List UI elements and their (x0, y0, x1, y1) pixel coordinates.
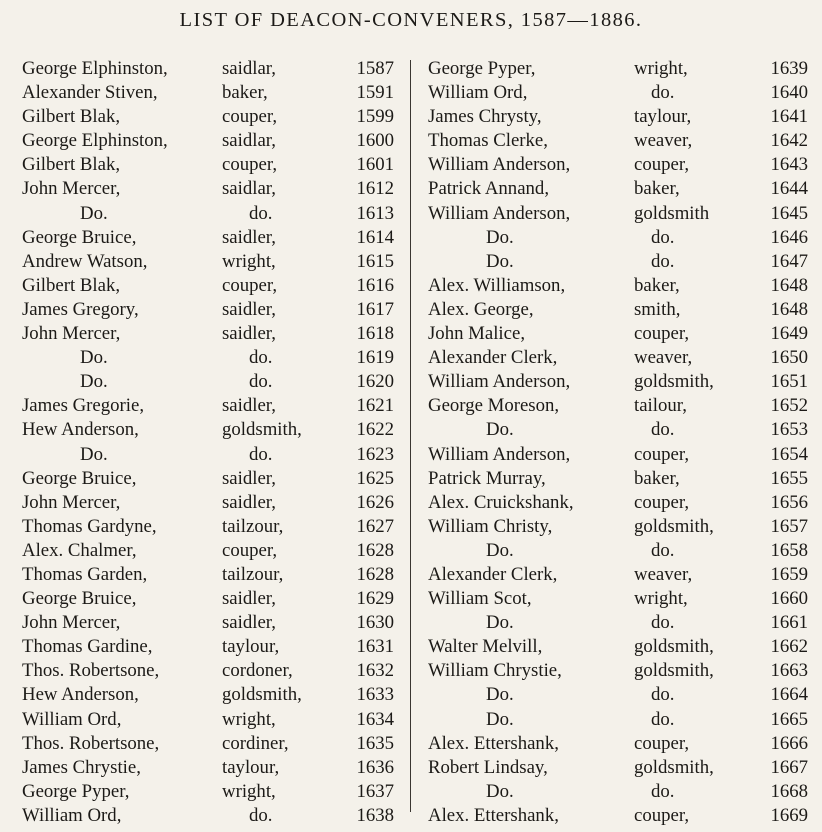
entry-year: 1646 (770, 226, 808, 248)
entry-trade: saidler, (222, 323, 277, 345)
entry-year: 1660 (770, 588, 808, 610)
entry-trade: weaver, (634, 130, 693, 152)
entry-year: 1614 (356, 226, 394, 248)
entry-trade: weaver, (634, 347, 693, 369)
entry-trade: do. (249, 202, 273, 224)
entry-year: 1636 (356, 756, 394, 778)
entry-year: 1640 (770, 82, 808, 104)
entry-name: William Anderson, (428, 443, 571, 465)
right-column (428, 57, 808, 828)
entry-trade: taylour, (222, 756, 280, 778)
entry-name: Do. (486, 612, 514, 634)
entry-year: 1638 (356, 804, 394, 826)
entry-year: 1662 (770, 636, 808, 658)
entry-trade: wright, (634, 58, 688, 79)
list-entry (428, 202, 808, 226)
entry-trade: cordiner, (222, 732, 289, 754)
entry-trade: goldsmith, (634, 636, 714, 658)
entry-trade: goldsmith, (634, 660, 714, 682)
entry-trade: couper, (222, 106, 278, 128)
entry-name: Alex. Williamson, (428, 274, 566, 296)
entry-name: Do. (486, 684, 514, 706)
entry-name: William Scot, (428, 588, 532, 610)
entry-year: 1666 (770, 732, 808, 754)
entry-trade: do. (249, 443, 273, 465)
entry-name: Do. (80, 202, 108, 224)
entry-name: Alexander Clerk, (428, 347, 558, 369)
entry-name: Alex. Ettershank, (428, 804, 559, 826)
list-entry (22, 563, 394, 587)
entry-name: Patrick Annand, (428, 178, 550, 200)
entry-trade: taylour, (634, 106, 692, 128)
entry-trade: do. (651, 539, 675, 561)
entry-year: 1658 (770, 539, 808, 561)
entry-name: Walter Melvill, (428, 636, 543, 658)
entry-trade: saidler, (222, 491, 277, 513)
entry-name: Thos. Robertsone, (22, 660, 160, 682)
list-entry (428, 467, 808, 491)
list-entry (22, 274, 394, 298)
list-entry (428, 491, 808, 515)
entry-year: 1657 (770, 515, 808, 537)
entry-name: Do. (80, 443, 108, 465)
list-entry (22, 539, 394, 563)
entry-year: 1635 (356, 732, 394, 754)
entry-year: 1648 (770, 298, 808, 320)
entry-name: John Mercer, (22, 323, 121, 345)
list-entry (22, 394, 394, 418)
list-entry (428, 322, 808, 346)
list-entry (428, 732, 808, 756)
entry-trade: tailzour, (222, 515, 284, 537)
list-entry (428, 756, 808, 780)
entry-trade: couper, (634, 804, 690, 826)
entry-year: 1650 (770, 347, 808, 369)
list-entry (22, 635, 394, 659)
entry-year: 1629 (356, 588, 394, 610)
entry-year: 1622 (356, 419, 394, 441)
entry-trade: goldsmith, (634, 515, 714, 537)
entry-name: George Bruice, (22, 467, 137, 489)
entry-name: Do. (80, 347, 108, 369)
entry-name: Alex. Ettershank, (428, 732, 559, 754)
entry-name: William Christy, (428, 515, 553, 537)
entry-trade: do. (249, 804, 273, 826)
entry-trade: do. (651, 780, 675, 802)
entry-name: Thos. Robertsone, (22, 732, 160, 754)
list-entry (22, 81, 394, 105)
list-entry (428, 298, 808, 322)
entry-name: James Gregory, (22, 298, 139, 320)
entry-trade: wright, (222, 780, 276, 802)
entry-trade: goldsmith, (634, 371, 714, 393)
entry-name: William Ord, (428, 82, 528, 104)
entry-trade: baker, (634, 467, 680, 489)
entry-year: 1616 (356, 274, 394, 296)
entry-year: 1615 (356, 250, 394, 272)
entry-year: 1665 (770, 708, 808, 730)
entry-trade: couper, (634, 491, 690, 513)
entry-year: 1618 (356, 323, 394, 345)
entry-trade: saidler, (222, 298, 277, 320)
entry-year: 1613 (356, 202, 394, 224)
list-entry (428, 418, 808, 442)
list-entry (428, 539, 808, 563)
entry-trade: couper, (222, 539, 278, 561)
entry-trade: tailzour, (222, 563, 284, 585)
list-entry (22, 732, 394, 756)
list-entry (22, 226, 394, 250)
list-entry (428, 274, 808, 298)
list-entry (22, 804, 394, 828)
list-entry (22, 780, 394, 804)
list-entry (22, 491, 394, 515)
entry-name: John Malice, (428, 323, 526, 345)
column-divider (410, 60, 411, 812)
entry-year: 1630 (356, 612, 394, 634)
entry-year: 1668 (770, 780, 808, 802)
entry-name: Do. (80, 371, 108, 393)
entry-year: 1619 (356, 347, 394, 369)
entry-name: William Ord, (22, 708, 122, 730)
entry-name: Gilbert Blak, (22, 274, 121, 296)
entry-year: 1655 (770, 467, 808, 489)
entry-name: Hew Anderson, (22, 419, 139, 441)
entry-year: 1625 (356, 467, 394, 489)
entry-trade: baker, (634, 274, 680, 296)
list-entry (428, 804, 808, 828)
entry-year: 1653 (770, 419, 808, 441)
entry-year: 1663 (770, 660, 808, 682)
entry-year: 1633 (356, 684, 394, 706)
list-entry (22, 418, 394, 442)
list-entry (22, 322, 394, 346)
list-entry (22, 177, 394, 201)
entry-name: Do. (486, 250, 514, 272)
entry-name: Do. (486, 419, 514, 441)
entry-year: 1637 (356, 780, 394, 802)
entry-name: James Chrystie, (22, 756, 141, 778)
entry-trade: do. (249, 347, 273, 369)
entry-year: 1628 (356, 539, 394, 561)
entry-year: 1652 (770, 395, 808, 417)
entry-name: Alexander Clerk, (428, 563, 558, 585)
entry-year: 1621 (356, 395, 394, 417)
entry-year: 1647 (770, 250, 808, 272)
list-entry (428, 81, 808, 105)
entry-name: John Mercer, (22, 612, 121, 634)
entry-year: 1617 (356, 298, 394, 320)
entry-trade: goldsmith, (634, 756, 714, 778)
entry-year: 1648 (770, 274, 808, 296)
entry-name: Do. (486, 708, 514, 730)
entry-trade: baker, (222, 82, 268, 104)
entry-name: Gilbert Blak, (22, 106, 121, 128)
list-entry (22, 683, 394, 707)
list-entry (428, 443, 808, 467)
entry-name: John Mercer, (22, 491, 121, 513)
list-entry (428, 515, 808, 539)
entry-trade: wright, (634, 588, 688, 610)
entry-year: 1591 (356, 82, 394, 104)
entry-year: 1623 (356, 443, 394, 465)
entry-trade: saidlar, (222, 130, 277, 152)
entry-name: Do. (486, 780, 514, 802)
entry-year: 1639 (770, 58, 808, 79)
entry-trade: goldsmith, (222, 419, 302, 441)
list-entry (428, 346, 808, 370)
entry-year: 1642 (770, 130, 808, 152)
list-entry (22, 202, 394, 226)
list-entry (428, 563, 808, 587)
entry-trade: couper, (634, 732, 690, 754)
entry-year: 1664 (770, 684, 808, 706)
list-entry (428, 57, 808, 81)
entry-trade: couper, (634, 443, 690, 465)
entry-trade: wright, (222, 708, 276, 730)
entry-trade: do. (249, 371, 273, 393)
entry-year: 1634 (356, 708, 394, 730)
list-entry (22, 346, 394, 370)
entry-year: 1626 (356, 491, 394, 513)
entry-year: 1600 (356, 130, 394, 152)
list-entry (22, 611, 394, 635)
list-entry (22, 587, 394, 611)
entry-trade: wright, (222, 250, 276, 272)
entry-trade: couper, (222, 154, 278, 176)
entry-trade: goldsmith, (222, 684, 302, 706)
entry-trade: saidlar, (222, 58, 277, 79)
entry-name: James Chrysty, (428, 106, 542, 128)
entry-year: 1645 (770, 202, 808, 224)
list-entry (428, 250, 808, 274)
list-entry (428, 611, 808, 635)
list-entry (22, 129, 394, 153)
entry-name: Gilbert Blak, (22, 154, 121, 176)
entry-year: 1669 (770, 804, 808, 826)
list-entry (428, 587, 808, 611)
entry-name: George Pyper, (428, 58, 536, 79)
entry-trade: saidlar, (222, 178, 277, 200)
list-entry (428, 226, 808, 250)
entry-year: 1659 (770, 563, 808, 585)
entry-trade: baker, (634, 178, 680, 200)
entry-trade: smith, (634, 298, 681, 320)
entry-name: Alex. George, (428, 298, 534, 320)
list-entry (428, 635, 808, 659)
entry-trade: couper, (222, 274, 278, 296)
list-entry (22, 515, 394, 539)
entry-year: 1667 (770, 756, 808, 778)
entry-trade: couper, (634, 154, 690, 176)
entry-name: Thomas Gardine, (22, 636, 153, 658)
entry-name: James Gregorie, (22, 395, 145, 417)
entry-year: 1641 (770, 106, 808, 128)
entry-name: George Moreson, (428, 395, 560, 417)
entry-name: Alex. Cruickshank, (428, 491, 574, 513)
entry-year: 1643 (770, 154, 808, 176)
entry-trade: cordoner, (222, 660, 293, 682)
entry-trade: do. (651, 226, 675, 248)
page-title: LIST OF DEACON-CONVENERS, 1587—1886. (179, 9, 643, 31)
entry-trade: saidler, (222, 588, 277, 610)
list-entry (428, 780, 808, 804)
list-entry (428, 708, 808, 732)
entry-name: Do. (486, 539, 514, 561)
entry-year: 1587 (356, 58, 394, 79)
list-entry (22, 756, 394, 780)
entry-trade: do. (651, 612, 675, 634)
entry-year: 1644 (770, 178, 808, 200)
entry-year: 1661 (770, 612, 808, 634)
entry-trade: saidler, (222, 395, 277, 417)
entry-year: 1628 (356, 563, 394, 585)
entry-year: 1599 (356, 106, 394, 128)
entry-year: 1631 (356, 636, 394, 658)
entry-name: Robert Lindsay, (428, 756, 548, 778)
list-entry (22, 105, 394, 129)
entry-name: Alexander Stiven, (22, 82, 158, 104)
list-entry (22, 250, 394, 274)
list-entry (22, 443, 394, 467)
entry-name: Alex. Chalmer, (22, 539, 137, 561)
entry-name: Hew Anderson, (22, 684, 139, 706)
entry-name: Thomas Gardyne, (22, 515, 157, 537)
entry-year: 1632 (356, 660, 394, 682)
entry-year: 1654 (770, 443, 808, 465)
entry-year: 1627 (356, 515, 394, 537)
entry-trade: do. (651, 82, 675, 104)
entry-name: William Ord, (22, 804, 122, 826)
entry-name: John Mercer, (22, 178, 121, 200)
entry-year: 1649 (770, 323, 808, 345)
entry-trade: do. (651, 250, 675, 272)
list-entry (22, 57, 394, 81)
entry-trade: saidler, (222, 612, 277, 634)
entry-name: George Bruice, (22, 226, 137, 248)
entry-name: Andrew Watson, (22, 250, 148, 272)
entry-year: 1620 (356, 371, 394, 393)
entry-name: William Anderson, (428, 154, 571, 176)
entry-trade: do. (651, 419, 675, 441)
entry-trade: saidler, (222, 226, 277, 248)
list-entry (428, 394, 808, 418)
entry-trade: couper, (634, 323, 690, 345)
entry-trade: saidler, (222, 467, 277, 489)
entry-name: Do. (486, 226, 514, 248)
entry-trade: do. (651, 708, 675, 730)
entry-year: 1612 (356, 178, 394, 200)
entry-name: George Pyper, (22, 780, 130, 802)
list-entry (428, 129, 808, 153)
entry-name: William Chrystie, (428, 660, 562, 682)
list-entry (428, 683, 808, 707)
list-entry (428, 659, 808, 683)
entry-name: Thomas Garden, (22, 563, 148, 585)
entry-trade: goldsmith (634, 202, 710, 224)
entry-trade: tailour, (634, 395, 687, 417)
entry-name: Patrick Murray, (428, 467, 546, 489)
list-entry (428, 370, 808, 394)
entry-name: Thomas Clerke, (428, 130, 548, 152)
entry-name: William Anderson, (428, 202, 571, 224)
entry-year: 1656 (770, 491, 808, 513)
list-entry (22, 467, 394, 491)
entry-trade: weaver, (634, 563, 693, 585)
list-entry (22, 153, 394, 177)
list-entry (428, 177, 808, 201)
left-column (22, 57, 394, 828)
entry-trade: do. (651, 684, 675, 706)
entry-year: 1601 (356, 154, 394, 176)
entry-name: George Elphinston, (22, 58, 168, 79)
list-entry (22, 708, 394, 732)
list-entry (428, 153, 808, 177)
entry-trade: taylour, (222, 636, 280, 658)
list-entry (22, 298, 394, 322)
list-entry (22, 659, 394, 683)
entry-name: William Anderson, (428, 371, 571, 393)
entry-name: George Bruice, (22, 588, 137, 610)
entry-year: 1651 (770, 371, 808, 393)
entry-name: George Elphinston, (22, 130, 168, 152)
list-entry (428, 105, 808, 129)
list-entry (22, 370, 394, 394)
